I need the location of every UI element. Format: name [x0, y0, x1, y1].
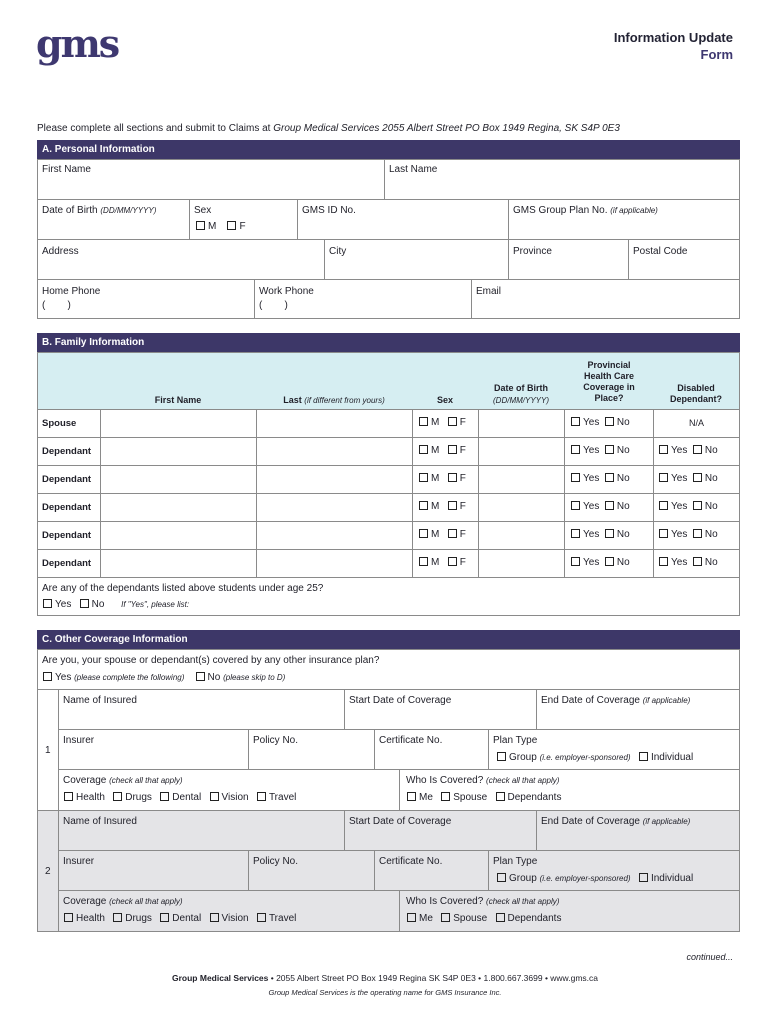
- who-spouse-checkbox[interactable]: [441, 913, 450, 922]
- provincial-options: Yes No: [571, 529, 630, 540]
- col-last-name: Last (if different from yours): [283, 395, 385, 405]
- provincial-cell: [564, 437, 654, 466]
- who-covered-options: Me Spouse Dependants: [407, 913, 561, 924]
- row-label-cell: [37, 521, 101, 550]
- disabled-options: Yes No: [659, 501, 718, 512]
- insurer-label: Insurer: [63, 856, 95, 867]
- last-name-cell[interactable]: [256, 521, 413, 550]
- disabled-yes-checkbox[interactable]: [659, 529, 668, 538]
- family-sex-m-checkbox[interactable]: [419, 417, 428, 426]
- sex-options: M F: [196, 221, 246, 232]
- address-field[interactable]: [37, 239, 325, 280]
- coverage-type-field: [58, 890, 400, 932]
- disabled-yes-checkbox[interactable]: [659, 501, 668, 510]
- family-sex-f-checkbox[interactable]: [448, 557, 457, 566]
- disabled-options: Yes No: [659, 557, 718, 568]
- provincial-no-checkbox[interactable]: [605, 529, 614, 538]
- home-phone-label: Home Phone: [42, 286, 101, 297]
- first-name-cell[interactable]: [100, 493, 257, 522]
- name-insured-field[interactable]: [58, 810, 345, 851]
- provincial-options: Yes No: [571, 557, 630, 568]
- plan-type-label: Plan Type: [493, 735, 538, 746]
- coverage-type-label: Coverage (check all that apply): [63, 896, 183, 907]
- disabled-no-checkbox[interactable]: [693, 445, 702, 454]
- coverage-dental-checkbox[interactable]: [160, 792, 169, 801]
- plan-group-checkbox[interactable]: [497, 873, 506, 882]
- end-date-field[interactable]: [536, 689, 740, 730]
- last-name-field[interactable]: [384, 159, 740, 200]
- who-covered-label: Who Is Covered? (check all that apply): [406, 775, 560, 786]
- provincial-no-checkbox[interactable]: [605, 445, 614, 454]
- family-sex-m-checkbox[interactable]: [419, 445, 428, 454]
- certificate-field[interactable]: [374, 850, 489, 891]
- provincial-cell: [564, 493, 654, 522]
- section-c-header: C. Other Coverage Information: [37, 630, 740, 650]
- family-row-label: Spouse: [42, 418, 77, 429]
- provincial-yes-checkbox[interactable]: [571, 501, 580, 510]
- gms-id-field[interactable]: [297, 199, 509, 240]
- coverage-type-field: [58, 769, 400, 811]
- email-field[interactable]: [471, 279, 740, 319]
- disabled-na: N/A: [688, 418, 704, 428]
- footer-legal-note: Group Medical Services is the operating name for GMS Insurance Inc.: [268, 988, 502, 997]
- students-question: Are any of the dependants listed above students under age 25?: [42, 583, 324, 594]
- work-phone-label: Work Phone: [259, 286, 314, 297]
- first-name-cell[interactable]: [100, 437, 257, 466]
- who-covered-field: [399, 769, 740, 811]
- disabled-options: Yes No: [659, 529, 718, 540]
- family-sex-options: M F: [419, 501, 466, 512]
- disabled-cell: [653, 493, 740, 522]
- disabled-cell: [653, 437, 740, 466]
- family-sex-m-checkbox[interactable]: [419, 501, 428, 510]
- sex-cell: [412, 409, 479, 438]
- coverage-vision-checkbox[interactable]: [210, 913, 219, 922]
- postal-code-field[interactable]: [628, 239, 740, 280]
- who-me-checkbox[interactable]: [407, 792, 416, 801]
- coverage-block-number: 2: [45, 866, 51, 877]
- other-coverage-no-checkbox[interactable]: [196, 672, 205, 681]
- sex-field: [189, 199, 298, 240]
- plan-type-label: Plan Type: [493, 856, 538, 867]
- family-sex-options: M F: [419, 473, 466, 484]
- coverage-health-checkbox[interactable]: [64, 913, 73, 922]
- start-date-field[interactable]: [344, 689, 537, 730]
- gms-logo: gms: [36, 21, 119, 66]
- students-options: Yes No If "Yes", please list:: [43, 599, 189, 610]
- policy-label: Policy No.: [253, 735, 299, 746]
- province-field[interactable]: [508, 239, 629, 280]
- provincial-no-checkbox[interactable]: [605, 501, 614, 510]
- footer-company: Group Medical Services: [172, 973, 269, 983]
- end-date-field[interactable]: [536, 810, 740, 851]
- plan-individual-checkbox[interactable]: [639, 752, 648, 761]
- sex-cell: [412, 465, 479, 494]
- plan-type-options: Group (i.e. employer-sponsored) Individual: [497, 873, 693, 884]
- continued-note: continued...: [686, 952, 733, 962]
- family-sex-f-checkbox[interactable]: [448, 473, 457, 482]
- row-label-cell: [37, 549, 101, 578]
- coverage-block-number-cell: [37, 689, 59, 811]
- provincial-cell: [564, 409, 654, 438]
- provincial-options: Yes No: [571, 417, 630, 428]
- other-coverage-question: Are you, your spouse or dependant(s) covered by any other insurance plan?: [42, 655, 380, 666]
- coverage-travel-checkbox[interactable]: [257, 913, 266, 922]
- dob-field[interactable]: [37, 199, 190, 240]
- provincial-yes-checkbox[interactable]: [571, 445, 580, 454]
- last-name-cell[interactable]: [256, 409, 413, 438]
- provincial-no-checkbox[interactable]: [605, 417, 614, 426]
- disabled-no-checkbox[interactable]: [693, 501, 702, 510]
- first-name-field[interactable]: [37, 159, 385, 200]
- coverage-drugs-checkbox[interactable]: [113, 913, 122, 922]
- provincial-yes-checkbox[interactable]: [571, 529, 580, 538]
- col-provincial-coverage: Provincial Health Care Coverage in Place?: [583, 360, 635, 403]
- address-label: Address: [42, 246, 79, 257]
- disabled-yes-checkbox[interactable]: [659, 557, 668, 566]
- instructions: [37, 123, 620, 134]
- dob-cell[interactable]: [478, 409, 565, 438]
- disabled-options: Yes No: [659, 445, 718, 456]
- provincial-options: Yes No: [571, 501, 630, 512]
- dob-label: Date of Birth (DD/MM/YYYY): [42, 205, 157, 216]
- coverage-block-number: 1: [45, 745, 51, 756]
- name-insured-label: Name of Insured: [63, 695, 137, 706]
- disabled-cell: [653, 521, 740, 550]
- coverage-type-options: Health Drugs Dental Vision Travel: [64, 792, 296, 803]
- provincial-yes-checkbox[interactable]: [571, 557, 580, 566]
- home-phone-field[interactable]: [37, 279, 255, 319]
- plan-type-field: [488, 729, 740, 770]
- insurer-label: Insurer: [63, 735, 95, 746]
- sex-label: Sex: [194, 205, 212, 216]
- start-date-field[interactable]: [344, 810, 537, 851]
- family-sex-f-checkbox[interactable]: [448, 501, 457, 510]
- family-row-label: Dependant: [42, 446, 92, 457]
- family-row-label: Dependant: [42, 530, 92, 541]
- work-phone-field[interactable]: [254, 279, 472, 319]
- section-a-header: A. Personal Information: [37, 140, 740, 160]
- last-name-cell[interactable]: [256, 549, 413, 578]
- policy-label: Policy No.: [253, 856, 299, 867]
- certificate-label: Certificate No.: [379, 856, 443, 867]
- plan-individual-checkbox[interactable]: [639, 873, 648, 882]
- other-coverage-question-box: [37, 649, 740, 690]
- first-name-cell[interactable]: [100, 549, 257, 578]
- sex-cell: [412, 493, 479, 522]
- provincial-cell: [564, 465, 654, 494]
- col-dob: Date of Birth: [494, 383, 548, 393]
- name-insured-field[interactable]: [58, 689, 345, 730]
- disabled-no-checkbox[interactable]: [693, 529, 702, 538]
- family-sex-m-checkbox[interactable]: [419, 473, 428, 482]
- family-row-label: Dependant: [42, 558, 92, 569]
- family-sex-options: M F: [419, 445, 466, 456]
- first-name-cell[interactable]: [100, 521, 257, 550]
- home-phone-area: ( ): [42, 300, 71, 311]
- col-first-name: First Name: [154, 395, 202, 405]
- sex-cell: [412, 549, 479, 578]
- email-label: Email: [476, 286, 502, 297]
- form-subtitle: Form: [700, 47, 733, 62]
- col-dob-format: (DD/MM/YYYY): [493, 396, 549, 405]
- insurer-field[interactable]: [58, 850, 249, 891]
- col-disabled: Disabled Dependant?: [669, 383, 722, 404]
- col-sex: Sex: [436, 395, 453, 405]
- plan-type-options: Group (i.e. employer-sponsored) Individual: [497, 752, 693, 763]
- coverage-vision-checkbox[interactable]: [210, 792, 219, 801]
- start-date-label: Start Date of Coverage: [349, 816, 452, 827]
- disabled-options: Yes No: [659, 473, 718, 484]
- end-date-label: End Date of Coverage (if applicable): [541, 816, 691, 827]
- who-spouse-checkbox[interactable]: [441, 792, 450, 801]
- family-sex-f-checkbox[interactable]: [448, 445, 457, 454]
- provincial-options: Yes No: [571, 473, 630, 484]
- footer-line: [0, 973, 770, 983]
- start-date-label: Start Date of Coverage: [349, 695, 452, 706]
- last-name-cell[interactable]: [256, 465, 413, 494]
- certificate-label: Certificate No.: [379, 735, 443, 746]
- end-date-label: End Date of Coverage (if applicable): [541, 695, 691, 706]
- work-phone-area: ( ): [259, 300, 288, 311]
- row-label-cell: [37, 493, 101, 522]
- form-title: Information Update: [613, 30, 733, 45]
- who-covered-label: Who Is Covered? (check all that apply): [406, 896, 560, 907]
- family-sex-options: M F: [419, 529, 466, 540]
- disabled-cell: [653, 409, 740, 438]
- disabled-no-checkbox[interactable]: [693, 557, 702, 566]
- coverage-type-label: Coverage (check all that apply): [63, 775, 183, 786]
- coverage-drugs-checkbox[interactable]: [113, 792, 122, 801]
- provincial-no-checkbox[interactable]: [605, 557, 614, 566]
- first-name-label: First Name: [42, 164, 91, 175]
- insurer-field[interactable]: [58, 729, 249, 770]
- postal-code-label: Postal Code: [633, 246, 688, 257]
- family-sex-m-checkbox[interactable]: [419, 557, 428, 566]
- provincial-cell: [564, 549, 654, 578]
- plan-type-field: [488, 850, 740, 891]
- family-row-label: Dependant: [42, 502, 92, 513]
- sex-f-checkbox[interactable]: [227, 221, 236, 230]
- dob-cell[interactable]: [478, 437, 565, 466]
- coverage-type-options: Health Drugs Dental Vision Travel: [64, 913, 296, 924]
- disabled-cell: [653, 465, 740, 494]
- group-plan-field[interactable]: [508, 199, 740, 240]
- family-row-label: Dependant: [42, 474, 92, 485]
- section-b-header: B. Family Information: [37, 333, 740, 353]
- last-name-cell[interactable]: [256, 493, 413, 522]
- dob-cell[interactable]: [478, 465, 565, 494]
- coverage-dental-checkbox[interactable]: [160, 913, 169, 922]
- who-covered-options: Me Spouse Dependants: [407, 792, 561, 803]
- coverage-travel-checkbox[interactable]: [257, 792, 266, 801]
- other-coverage-options: Yes (please complete the following) No (please skip to D): [43, 672, 285, 683]
- family-sex-f-checkbox[interactable]: [448, 529, 457, 538]
- gms-id-label: GMS ID No.: [302, 205, 356, 216]
- province-label: Province: [513, 246, 552, 257]
- name-insured-label: Name of Insured: [63, 816, 137, 827]
- row-label-cell: [37, 409, 101, 438]
- city-label: City: [329, 246, 347, 257]
- provincial-yes-checkbox[interactable]: [571, 473, 580, 482]
- students-question-box: [37, 577, 740, 616]
- policy-field[interactable]: [248, 850, 375, 891]
- disabled-cell: [653, 549, 740, 578]
- certificate-field[interactable]: [374, 729, 489, 770]
- students-yes-checkbox[interactable]: [43, 599, 52, 608]
- group-plan-label: GMS Group Plan No. (if applicable): [513, 205, 658, 216]
- coverage-health-checkbox[interactable]: [64, 792, 73, 801]
- provincial-yes-checkbox[interactable]: [571, 417, 580, 426]
- sex-cell: [412, 521, 479, 550]
- dob-cell[interactable]: [478, 521, 565, 550]
- instructions-address: Group Medical Services 2055 Albert Street PO Box 1949 Regina, SK S4P 0E3: [273, 123, 620, 134]
- who-covered-field: [399, 890, 740, 932]
- sex-m-checkbox[interactable]: [196, 221, 205, 230]
- other-coverage-yes-checkbox[interactable]: [43, 672, 52, 681]
- last-name-cell[interactable]: [256, 437, 413, 466]
- plan-group-checkbox[interactable]: [497, 752, 506, 761]
- provincial-options: Yes No: [571, 445, 630, 456]
- family-sex-m-checkbox[interactable]: [419, 529, 428, 538]
- dob-cell[interactable]: [478, 549, 565, 578]
- students-no-checkbox[interactable]: [80, 599, 89, 608]
- city-field[interactable]: [324, 239, 509, 280]
- row-label-cell: [37, 465, 101, 494]
- family-sex-f-checkbox[interactable]: [448, 417, 457, 426]
- policy-field[interactable]: [248, 729, 375, 770]
- first-name-cell[interactable]: [100, 465, 257, 494]
- row-label-cell: [37, 437, 101, 466]
- dob-cell[interactable]: [478, 493, 565, 522]
- disabled-yes-checkbox[interactable]: [659, 445, 668, 454]
- who-dependants-checkbox[interactable]: [496, 913, 505, 922]
- coverage-block-number-cell: [37, 810, 59, 932]
- first-name-cell[interactable]: [100, 409, 257, 438]
- family-sex-options: M F: [419, 417, 466, 428]
- who-dependants-checkbox[interactable]: [496, 792, 505, 801]
- sex-cell: [412, 437, 479, 466]
- footer-contact: • 2055 Albert Street PO Box 1949 Regina SK S4P 0E3 • 1.800.667.3699 • www.gms.ca: [268, 973, 598, 983]
- who-me-checkbox[interactable]: [407, 913, 416, 922]
- disabled-yes-checkbox[interactable]: [659, 473, 668, 482]
- disabled-no-checkbox[interactable]: [693, 473, 702, 482]
- instructions-lead: Please complete all sections and submit to Claims at: [37, 123, 274, 134]
- provincial-no-checkbox[interactable]: [605, 473, 614, 482]
- provincial-cell: [564, 521, 654, 550]
- last-name-label: Last Name: [389, 164, 438, 175]
- family-sex-options: M F: [419, 557, 466, 568]
